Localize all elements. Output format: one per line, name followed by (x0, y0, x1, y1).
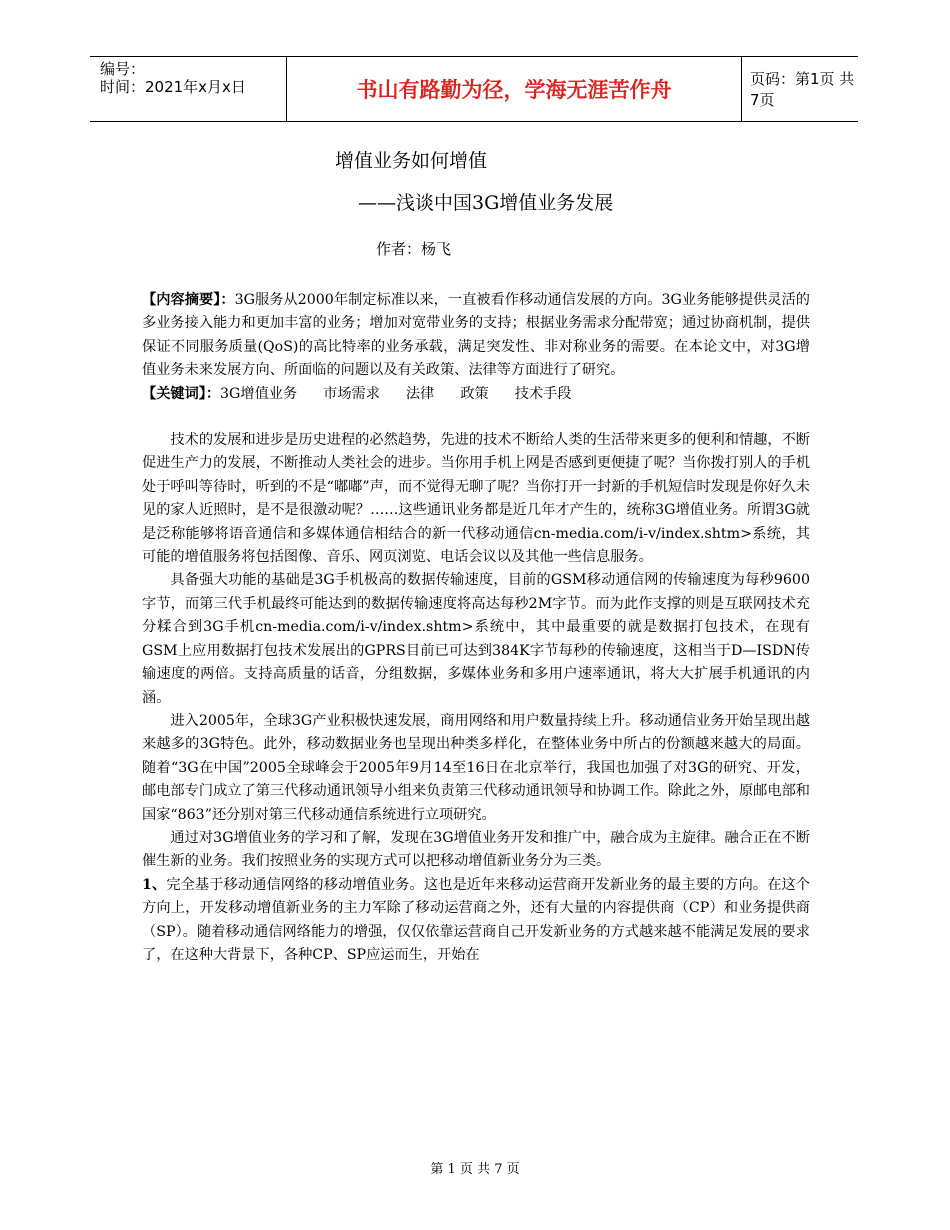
document-title: 增值业务如何增值 (335, 150, 488, 172)
item-number: 1、 (142, 876, 167, 893)
spacer (142, 406, 810, 429)
paragraph: 技术的发展和进步是历史进程的必然趋势，先进的技术不断给人类的生活带来更多的便利和情趣，不断促进生产力的发展，不断推动人类社会的进步。当你用手机上网是否感到更便捷了呢？当你拨打别人的手机处于呼叫等待时，听到的不是“嘟嘟”声，而不觉得无聊了呢？当你打开一封新的手机短信时发现是你好久未见的家人近照时，是不是很激动呢？……这些通讯业务都是近几年才产生的，统称3G增值业务。所谓3G就是泛称能够将语音通信和多媒体通信相结合的新一代移动通信cn-media.com/i-v/index.shtm>系统，其可能的增值服务将包括图像、音乐、网页浏览、电话会议以及其他一些信息服务。 (142, 432, 810, 566)
abstract (142, 289, 810, 383)
keyword: 3G增值业务 (220, 385, 298, 402)
keywords (142, 383, 810, 406)
keyword: 政策 (460, 385, 489, 402)
item-text: 完全基于移动通信网络的移动增值业务。这也是近年来移动运营商开发新业务的最主要的方向。在这个方向上，开发移动增值新业务的主力军除了移动运营商之外，还有大量的内容提供商（CP）和业务提供商（SP）。随着移动通信网络能力的增强，仅仅依靠运营商自己开发新业务的方式越来越不能满足发展的要求了，在这种大背景下，各种CP、SP应运而生，开始在 (142, 876, 810, 963)
document-subtitle: ——浅谈中国3G增值业务发展 (358, 192, 614, 214)
keyword: 市场需求 (323, 385, 380, 402)
keywords-label: 【关键词】： (142, 385, 221, 402)
author-line: 作者：杨飞 (376, 240, 452, 258)
keyword: 法律 (405, 385, 435, 402)
document-number-label: 编号： (100, 60, 146, 78)
document-body (142, 289, 810, 967)
abstract-text: 3G服务从2000年制定标准以来，一直被看作移动通信发展的方向。3G业务能够提供灵活的多业务接入能力和更加丰富的业务；增加对宽带业务的支持；根据业务需求分配带宽；通过协商机制，提供保证不同服务质量(QoS)的高比特率的业务承载，满足突发性、非对称业务的需要。在本论文中，对3G增值业务未来发展方向、所面临的问题以及有关政策、法律等方面进行了研究。 (142, 292, 810, 379)
page-header (90, 56, 858, 122)
paragraph: 具备强大功能的基础是3G手机极高的数据传输速度，目前的GSM移动通信网的传输速度为每秒9600字节，而第三代手机最终可能达到的数据传输速度将高达每秒2M字节。而为此作支撑的则是互联网技术充分糅合到3G手机cn-media.com/i-v/index.shtm>系统中，其中最重要的就是数据打包技术，在现有GSM上应用数据打包技术发展出的GPRS目前已可达到384K字节每秒的传输速度，这相当于D—ISDN传输速度的两倍。支持高质量的话音，分组数据，多媒体业务和多用户速率通讯，将大大扩展手机通讯的内涵。 (142, 572, 810, 706)
keyword: 技术手段 (514, 385, 572, 402)
numbered-item (142, 874, 810, 968)
paragraph: 通过对3G增值业务的学习和了解，发现在3G增值业务开发和推广中，融合成为主旋律。融合正在不断催生新的业务。我们按照业务的实现方式可以把移动增值新业务分为三类。 (142, 829, 810, 870)
abstract-label: 【内容摘要】： (142, 292, 235, 308)
document-time: 时间：2021年x月x日 (100, 78, 246, 96)
header-meta (100, 60, 285, 96)
page-footer: 第 1 页 共 7 页 (430, 1162, 520, 1177)
header-motto: 书山有路勤为径，学海无涯苦作舟 (286, 57, 742, 121)
paragraph: 进入2005年，全球3G产业积极快速发展，商用网络和用户数量持续上升。移动通信业务开始呈现出越来越多的3G特色。此外，移动数据业务也呈现出种类多样化，在整体业务中所占的份额越来越大的局面。随着“3G在中国”2005全球峰会于2005年9月14至16日在北京举行，我国也加强了对3G的研究、开发，邮电部专门成立了第三代移动通讯领导小组来负责第三代移动通讯领导和协调工作。除此之外，原邮电部和国家“863”还分别对第三代移动通信系统进行立项研究。 (142, 712, 810, 823)
header-page-info: 页码：第1页 共7页 (750, 70, 855, 109)
